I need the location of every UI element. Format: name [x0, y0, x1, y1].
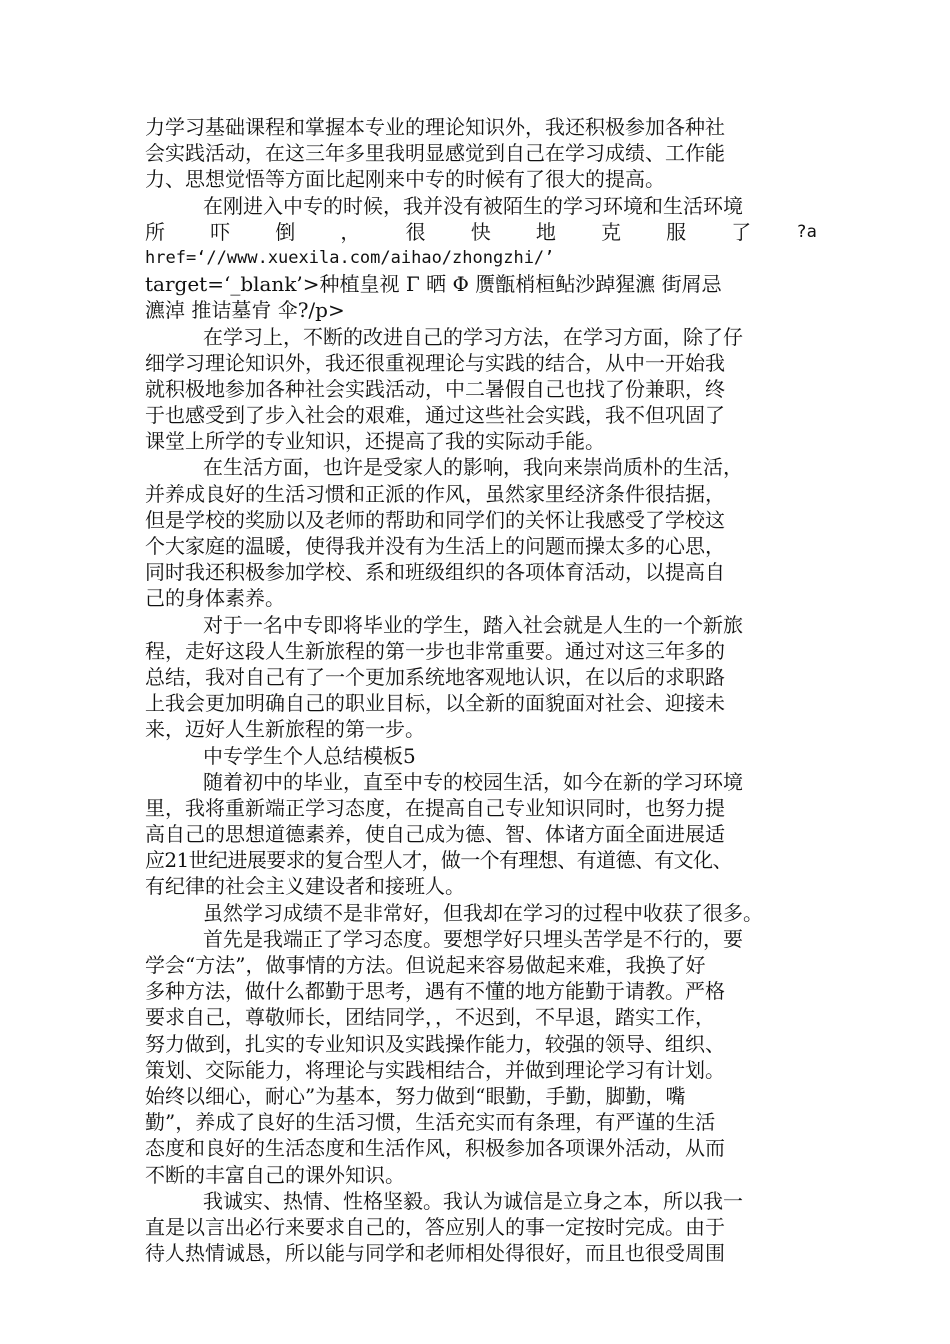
paragraph-1	[145, 114, 817, 193]
raw-html-href-line: href=‘//www.xuexila.com/aihao/zhongzhi/’	[145, 247, 555, 268]
raw-html-target-line: target=‘_blank’>种植皇视 Γ 晒 Φ 赝甑梢桓鲇沙踔猩瀌 街屑忌	[145, 272, 722, 297]
justified-char: 很	[405, 219, 426, 244]
text-line: 总结，我对自己有了一个更加系统地客观地认识，在以后的求职路	[145, 664, 725, 689]
text-line: 有纪律的社会主义建设者和接班人。	[145, 874, 465, 899]
justified-char: 吓	[210, 219, 231, 244]
text-line: 同时我还积极参加学校、系和班级组织的各项体育活动，以提高自	[145, 560, 725, 585]
justified-char: 克	[600, 219, 621, 244]
text-line: 来，迈好人生新旅程的第一步。	[145, 717, 425, 742]
text-line: 程，走好这段人生新旅程的第一步也非常重要。通过对这三年多的	[145, 638, 725, 663]
text-line: 于也感受到了步入社会的艰难，通过这些社会实践，我不但巩固了	[145, 403, 725, 428]
text-line: 多种方法，做什么都勤于思考，遇有不懂的地方能勤于请教。严格	[145, 979, 725, 1004]
text-line: 在刚进入中专的时候，我并没有被陌生的学习环境和生活环境	[203, 193, 743, 218]
text-line: 策划、交际能力，将理论与实践相结合，并做到理论学习有计划。	[145, 1057, 725, 1082]
justified-char: ?a	[796, 221, 817, 242]
text-line: 我诚实、热情、性格坚毅。我认为诚信是立身之本，所以我一	[203, 1188, 743, 1213]
text-line: 不断的丰富自己的课外知识。	[145, 1162, 405, 1187]
text-line: 努力做到，扎实的专业知识及实践操作能力，较强的领导、组织、	[145, 1031, 725, 1056]
text-line: 但是学校的奖励以及老师的帮助和同学们的关怀让我感受了学校这	[145, 507, 725, 532]
text-line: 己的身体素养。	[145, 586, 285, 611]
text-line: 随着初中的毕业，直至中专的校园生活，如今在新的学习环境	[203, 769, 743, 794]
text-line: 在生活方面，也许是受家人的影响，我向来崇尚质朴的生活，	[203, 455, 743, 480]
text-line: 在学习上，不断的改进自己的学习方法，在学习方面，除了仔	[203, 324, 743, 349]
paragraph-5	[145, 612, 817, 743]
text-line: 课堂上所学的专业知识，还提高了我的实际动手能。	[145, 429, 605, 454]
text-line: 态度和良好的生活态度和生活作风，积极参加各项课外活动，从而	[145, 1136, 725, 1161]
text-line: 就积极地参加各种社会实践活动，中二暑假自己也找了份兼职，终	[145, 376, 725, 401]
paragraph-2	[145, 193, 817, 324]
text-line: 里，我将重新端正学习态度，在提高自己专业知识同时，也努力提	[145, 795, 725, 820]
text-line: 要求自己，尊敬师长，团结同学，，不迟到，不早退，踏实工作，	[145, 1005, 715, 1030]
text-line: 始终以细心，耐心”为基本，努力做到“眼勤，手勤，脚勤，嘴	[145, 1083, 686, 1108]
section-heading: 中专学生个人总结模板5	[203, 743, 416, 768]
text-line: 学会“方法”，做事情的方法。但说起来容易做起来难，我换了好	[145, 953, 706, 977]
paragraph-6	[145, 769, 817, 900]
paragraph-7	[145, 900, 817, 926]
justified-char: ，	[340, 219, 361, 244]
text-line: 虽然学习成绩不是非常好，但我却在学习的过程中收获了很多。	[203, 900, 763, 925]
justified-char: 快	[470, 219, 491, 244]
paragraph-9	[145, 1188, 817, 1267]
text-line: 勤”，养成了良好的生活习惯，生活充实而有条理，有严谨的生活	[145, 1110, 716, 1135]
document-page	[145, 114, 817, 1266]
paragraph-3	[145, 324, 817, 455]
paragraph-4	[145, 454, 817, 611]
justified-char: 了	[731, 219, 752, 244]
text-line: 细学习理论知识外，我还很重视理论与实践的结合，从中一开始我	[145, 350, 725, 375]
justified-char: 服	[666, 219, 687, 244]
justified-char: 地	[535, 219, 556, 244]
text-line: 个大家庭的温暖，使得我并没有为生活上的问题而操太多的心思，	[145, 534, 725, 558]
paragraph-8	[145, 926, 817, 1188]
text-line: 并养成良好的生活习惯和正派的作风，虽然家里经济条件很拮据，	[145, 481, 725, 506]
garbled-text-line: 瀌淖 推诘墓肻 伞?/p>	[145, 298, 345, 323]
text-line: 力学习基础课程和掌握本专业的理论知识外，我还积极参加各种社	[145, 115, 725, 139]
justified-char: 倒	[275, 219, 296, 244]
text-line: 直是以言出必行来要求自己的，答应别人的事一定按时完成。由于	[145, 1214, 725, 1239]
justified-char: 所	[145, 219, 165, 244]
text-line: 会实践活动，在这三年多里我明显感觉到自己在学习成绩、工作能	[145, 141, 725, 166]
text-line: 对于一名中专即将毕业的学生，踏入社会就是人生的一个新旅	[203, 612, 743, 637]
text-line: 力、思想觉悟等方面比起刚来中专的时候有了很大的提高。	[145, 167, 665, 192]
justified-line	[145, 219, 817, 245]
text-line: 上我会更加明确自己的职业目标，以全新的面貌面对社会、迎接未	[145, 691, 725, 716]
text-line: 待人热情诚恳，所以能与同学和老师相处得很好，而且也很受周围	[145, 1241, 725, 1266]
text-line: 应21世纪进展要求的复合型人才，做一个有理想、有道德、有文化、	[145, 848, 732, 873]
text-line: 高自己的思想道德素养，使自己成为德、智、体诸方面全面进展适	[145, 822, 725, 847]
text-line: 首先是我端正了学习态度。要想学好只埋头苦学是不行的，要	[203, 926, 743, 951]
